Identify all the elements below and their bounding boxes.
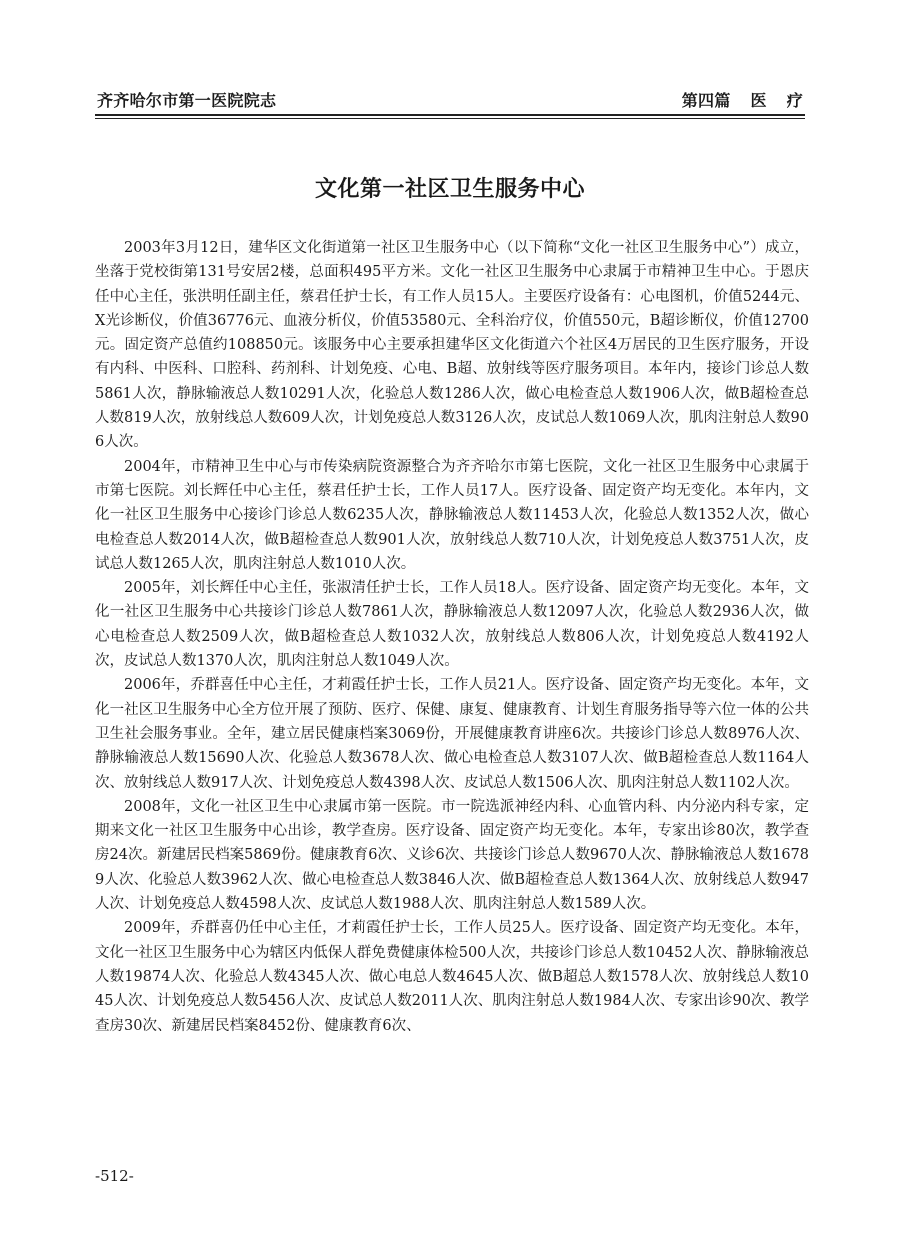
chapter-title: 第四篇 医 疗 <box>681 91 803 110</box>
paragraph-2006: 2006年，乔群喜任中心主任，才莉霞任护士长，工作人员21人。医疗设备、固定资产均无变化。本年，文化一社区卫生服务中心全方位开展了预防、医疗、保健、康复、健康教育、计划生育服务指导等六位一体的公共卫生社会服务事业。全年，建立居民健康档案3069份，开展健康教育讲座6次。共接诊门诊总人数8976人次、静脉输液总人数15690人次、化验总人数3678人次、做心电检查总人数3107人次、做B超检查总人数1164人次、放射线总人数917人次、计划免疫总人数4398人次、皮试总人数1506人次、肌肉注射总人数1102人次。 <box>95 677 809 791</box>
header-rule-thick <box>95 114 805 116</box>
paragraph-2005: 2005年，刘长辉任中心主任，张淑清任护士长，工作人员18人。医疗设备、固定资产均无变化。本年，文化一社区卫生服务中心共接诊门诊总人数7861人次，静脉输液总人数12097人次，化验总人数2936人次，做心电检查总人数2509人次，做B超检查总人数1032人次，放射线总人数806人次，计划免疫总人数4192人次，皮试总人数1370人次，肌肉注射总人数1049人次。 <box>95 580 809 670</box>
paragraph-2003: 2003年3月12日，建华区文化街道第一社区卫生服务中心（以下简称“文化一社区卫生服务中心”）成立，坐落于党校街第131号安居2楼，总面积495平方米。文化一社区卫生服务中心隶属于市精神卫生中心。于恩庆任中心主任，张洪明任副主任，蔡君任护士长，有工作人员15人。主要医疗设备有：心电图机，价值5244元、X光诊断仪，价值36776元、血液分析仪，价值53580元、全科治疗仪，价值550元，B超诊断仪，价值12700元。固定资产总值约108850元。该服务中心主要承担建华区文化街道六个社区4万居民的卫生医疗服务，开设有内科、中医科、口腔科、药剂科、计划免疫、心电、B超、放射线等医疗服务项目。本年内，接诊门诊总人数5861人次，静脉输液总人数10291人次，化验总人数1286人次，做心电检查总人数1906人次，做B超检查总人数819人次，放射线总人数609人次，计划免疫总人数3126人次，皮试总人数1069人次，肌肉注射总人数906人次。 <box>95 240 809 451</box>
running-header <box>95 88 805 114</box>
body-text <box>95 236 809 1038</box>
book-title: 齐齐哈尔市第一医院院志 <box>97 91 277 110</box>
paragraph-2008: 2008年，文化一社区卫生中心隶属市第一医院。市一院选派神经内科、心血管内科、内分泌内科专家，定期来文化一社区卫生服务中心出诊，教学查房。医疗设备、固定资产均无变化。本年，专家出诊80次，教学查房24次。新建居民档案5869份。健康教育6次、义诊6次、共接诊门诊总人数9670人次、静脉输液总人数16789人次、化验总人数3962人次、做心电检查总人数3846人次、做B超检查总人数1364人次、放射线总人数947人次、计划免疫总人数4598人次、皮试总人数1988人次、肌肉注射总人数1589人次。 <box>95 798 809 913</box>
header-rule-thin <box>95 118 805 119</box>
section-title: 文化第一社区卫生服务中心 <box>314 177 585 202</box>
paragraph-2009: 2009年，乔群喜仍任中心主任，才莉霞任护士长，工作人员25人。医疗设备、固定资产均无变化。本年，文化一社区卫生服务中心为辖区内低保人群免费健康体检500人次，共接诊门诊总人数10452人次、静脉输液总人数19874人次、化验总人数4345人次、做心电总人数4645人次、做B超总人数1578人次、放射线总人数1045人次、计划免疫总人数5456人次、皮试总人数2011人次、肌肉注射总人数1984人次、专家出诊90次、教学查房30次、新建居民档案8452份、健康教育6次、 <box>95 920 809 1034</box>
page-number: -512- <box>95 1167 134 1185</box>
paragraph-2004: 2004年，市精神卫生中心与市传染病院资源整合为齐齐哈尔市第七医院，文化一社区卫生服务中心隶属于市第七医院。刘长辉任中心主任，蔡君任护士长，工作人员17人。医疗设备、固定资产均无变化。本年内，文化一社区卫生服务中心接诊门诊总人数6235人次，静脉输液总人数11453人次，化验总人数1352人次，做心电检查总人数2014人次，做B超检查总人数901人次，放射线总人数710人次，计划免疫总人数3751人次，皮试总人数1265人次，肌肉注射总人数1010人次。 <box>95 458 809 572</box>
